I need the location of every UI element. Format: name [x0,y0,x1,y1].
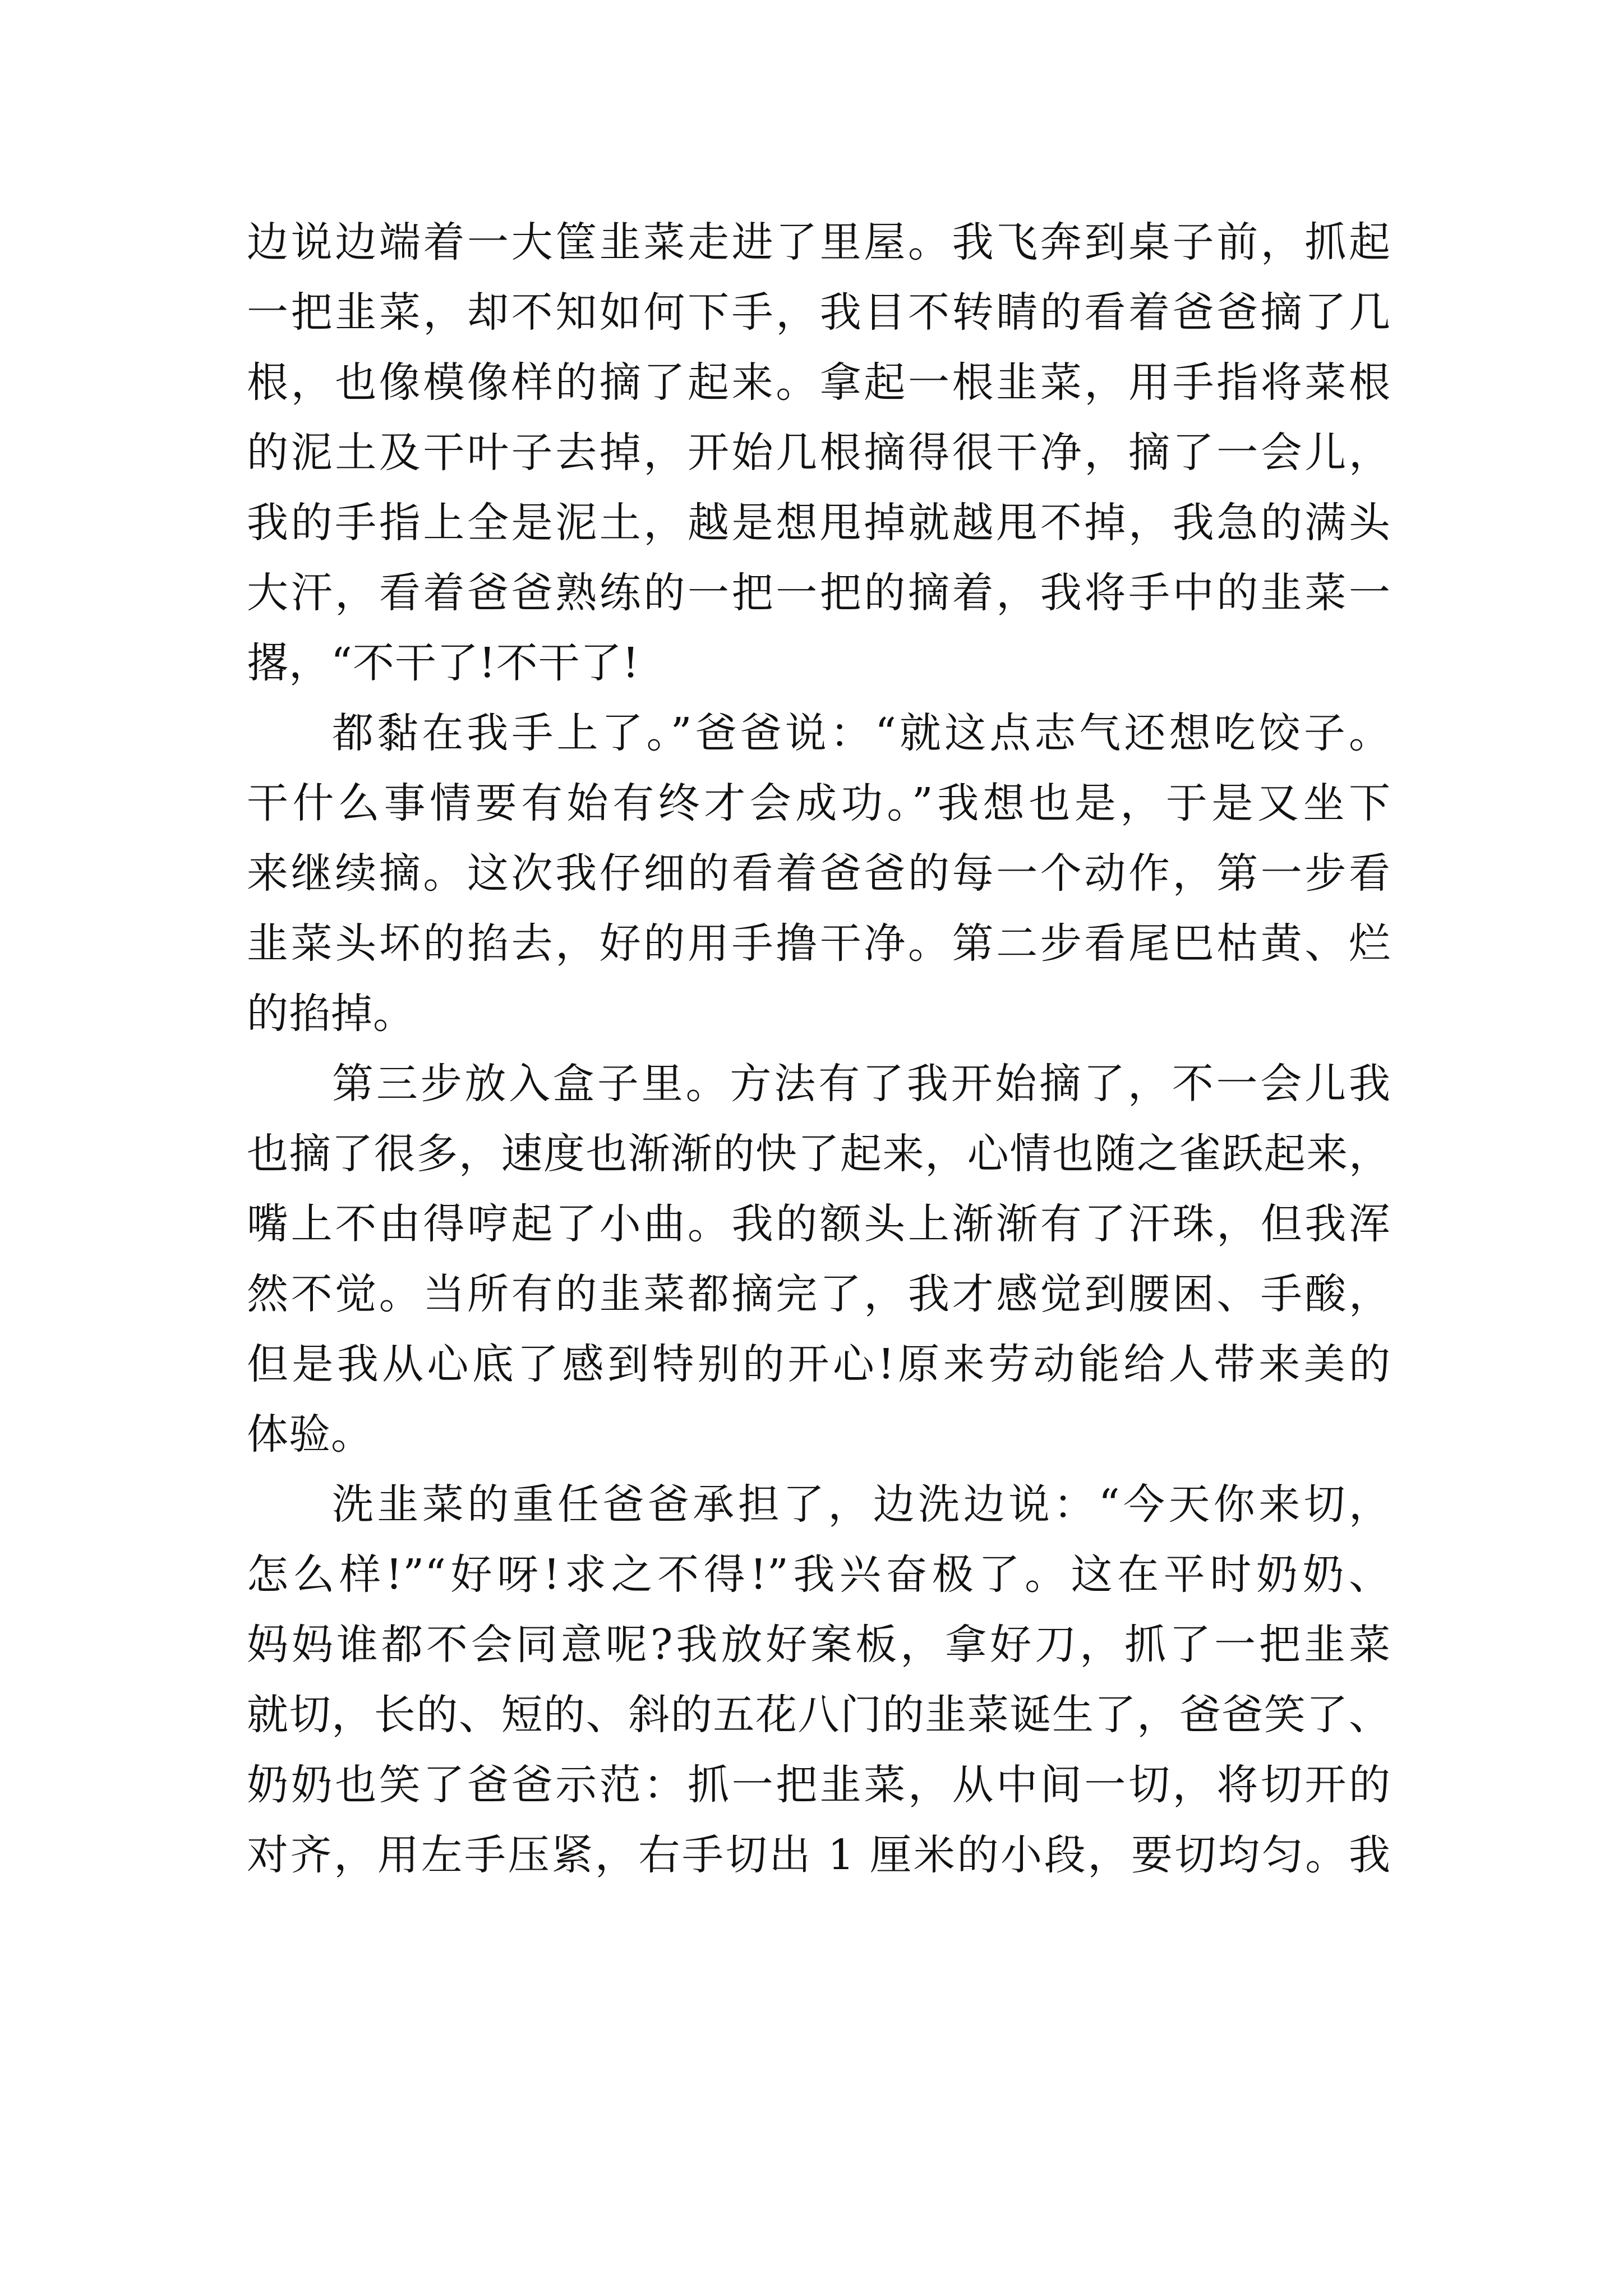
text-line: 根，也像模像样的摘了起来。拿起一根韭菜，用手指将菜根 [247,358,1391,407]
paragraph-2 [247,698,1391,1049]
text-line: 第三步放入盒子里。方法有了我开始摘了，不一会儿我 [332,1060,1391,1108]
text-line: 奶奶也笑了爸爸示范：抓一把韭菜，从中间一切，将切开的 [247,1761,1391,1809]
paragraph-4 [247,1470,1391,1890]
text-line: 干什么事情要有始有终才会成功。”我想也是，于是又坐下 [247,779,1391,827]
text-line: 撂，“不干了!不干了! [247,639,640,687]
text-line: 对齐，用左手压紧，右手切出 1 厘米的小段，要切均匀。我 [247,1831,1391,1879]
text-line: 大汗，看着爸爸熟练的一把一把的摘着，我将手中的韭菜一 [247,569,1391,617]
text-line: 洗韭菜的重任爸爸承担了，边洗边说：“今天你来切， [332,1480,1391,1529]
text-line: 但是我从心底了感到特别的开心!原来劳动能给人带来美的 [247,1340,1391,1388]
body-text [247,208,1391,1890]
text-line: 也摘了很多，速度也渐渐的快了起来，心情也随之雀跃起来， [247,1130,1391,1178]
text-line: 来继续摘。这次我仔细的看着爸爸的每一个动作，第一步看 [247,849,1391,898]
text-line: 边说边端着一大筐韭菜走进了里屋。我飞奔到桌子前，抓起 [247,218,1391,266]
text-line: 一把韭菜，却不知如何下手，我目不转睛的看着爸爸摘了几 [247,288,1391,337]
text-line: 的泥土及干叶子去掉，开始几根摘得很干净，摘了一会儿， [247,429,1391,477]
text-line: 体验。 [247,1410,373,1458]
text-line: 都黏在我手上了。”爸爸说：“就这点志气还想吃饺子。 [332,709,1391,757]
text-line: 然不觉。当所有的韭菜都摘完了，我才感觉到腰困、手酸， [247,1270,1391,1318]
text-line: 怎么样!”“好呀!求之不得!”我兴奋极了。这在平时奶奶、 [247,1550,1391,1599]
text-line: 韭菜头坏的掐去，好的用手撸干净。第二步看尾巴枯黄、烂 [247,919,1391,968]
text-line: 就切，长的、短的、斜的五花八门的韭菜诞生了，爸爸笑了、 [247,1691,1391,1739]
text-line: 我的手指上全是泥土，越是想甩掉就越甩不掉，我急的满头 [247,499,1391,547]
text-line: 嘴上不由得哼起了小曲。我的额头上渐渐有了汗珠，但我浑 [247,1200,1391,1248]
paragraph-3 [247,1049,1391,1470]
paragraph-1 [247,208,1391,698]
text-line: 妈妈谁都不会同意呢?我放好案板，拿好刀，抓了一把韭菜 [247,1621,1391,1669]
text-line: 的掐掉。 [247,990,415,1038]
